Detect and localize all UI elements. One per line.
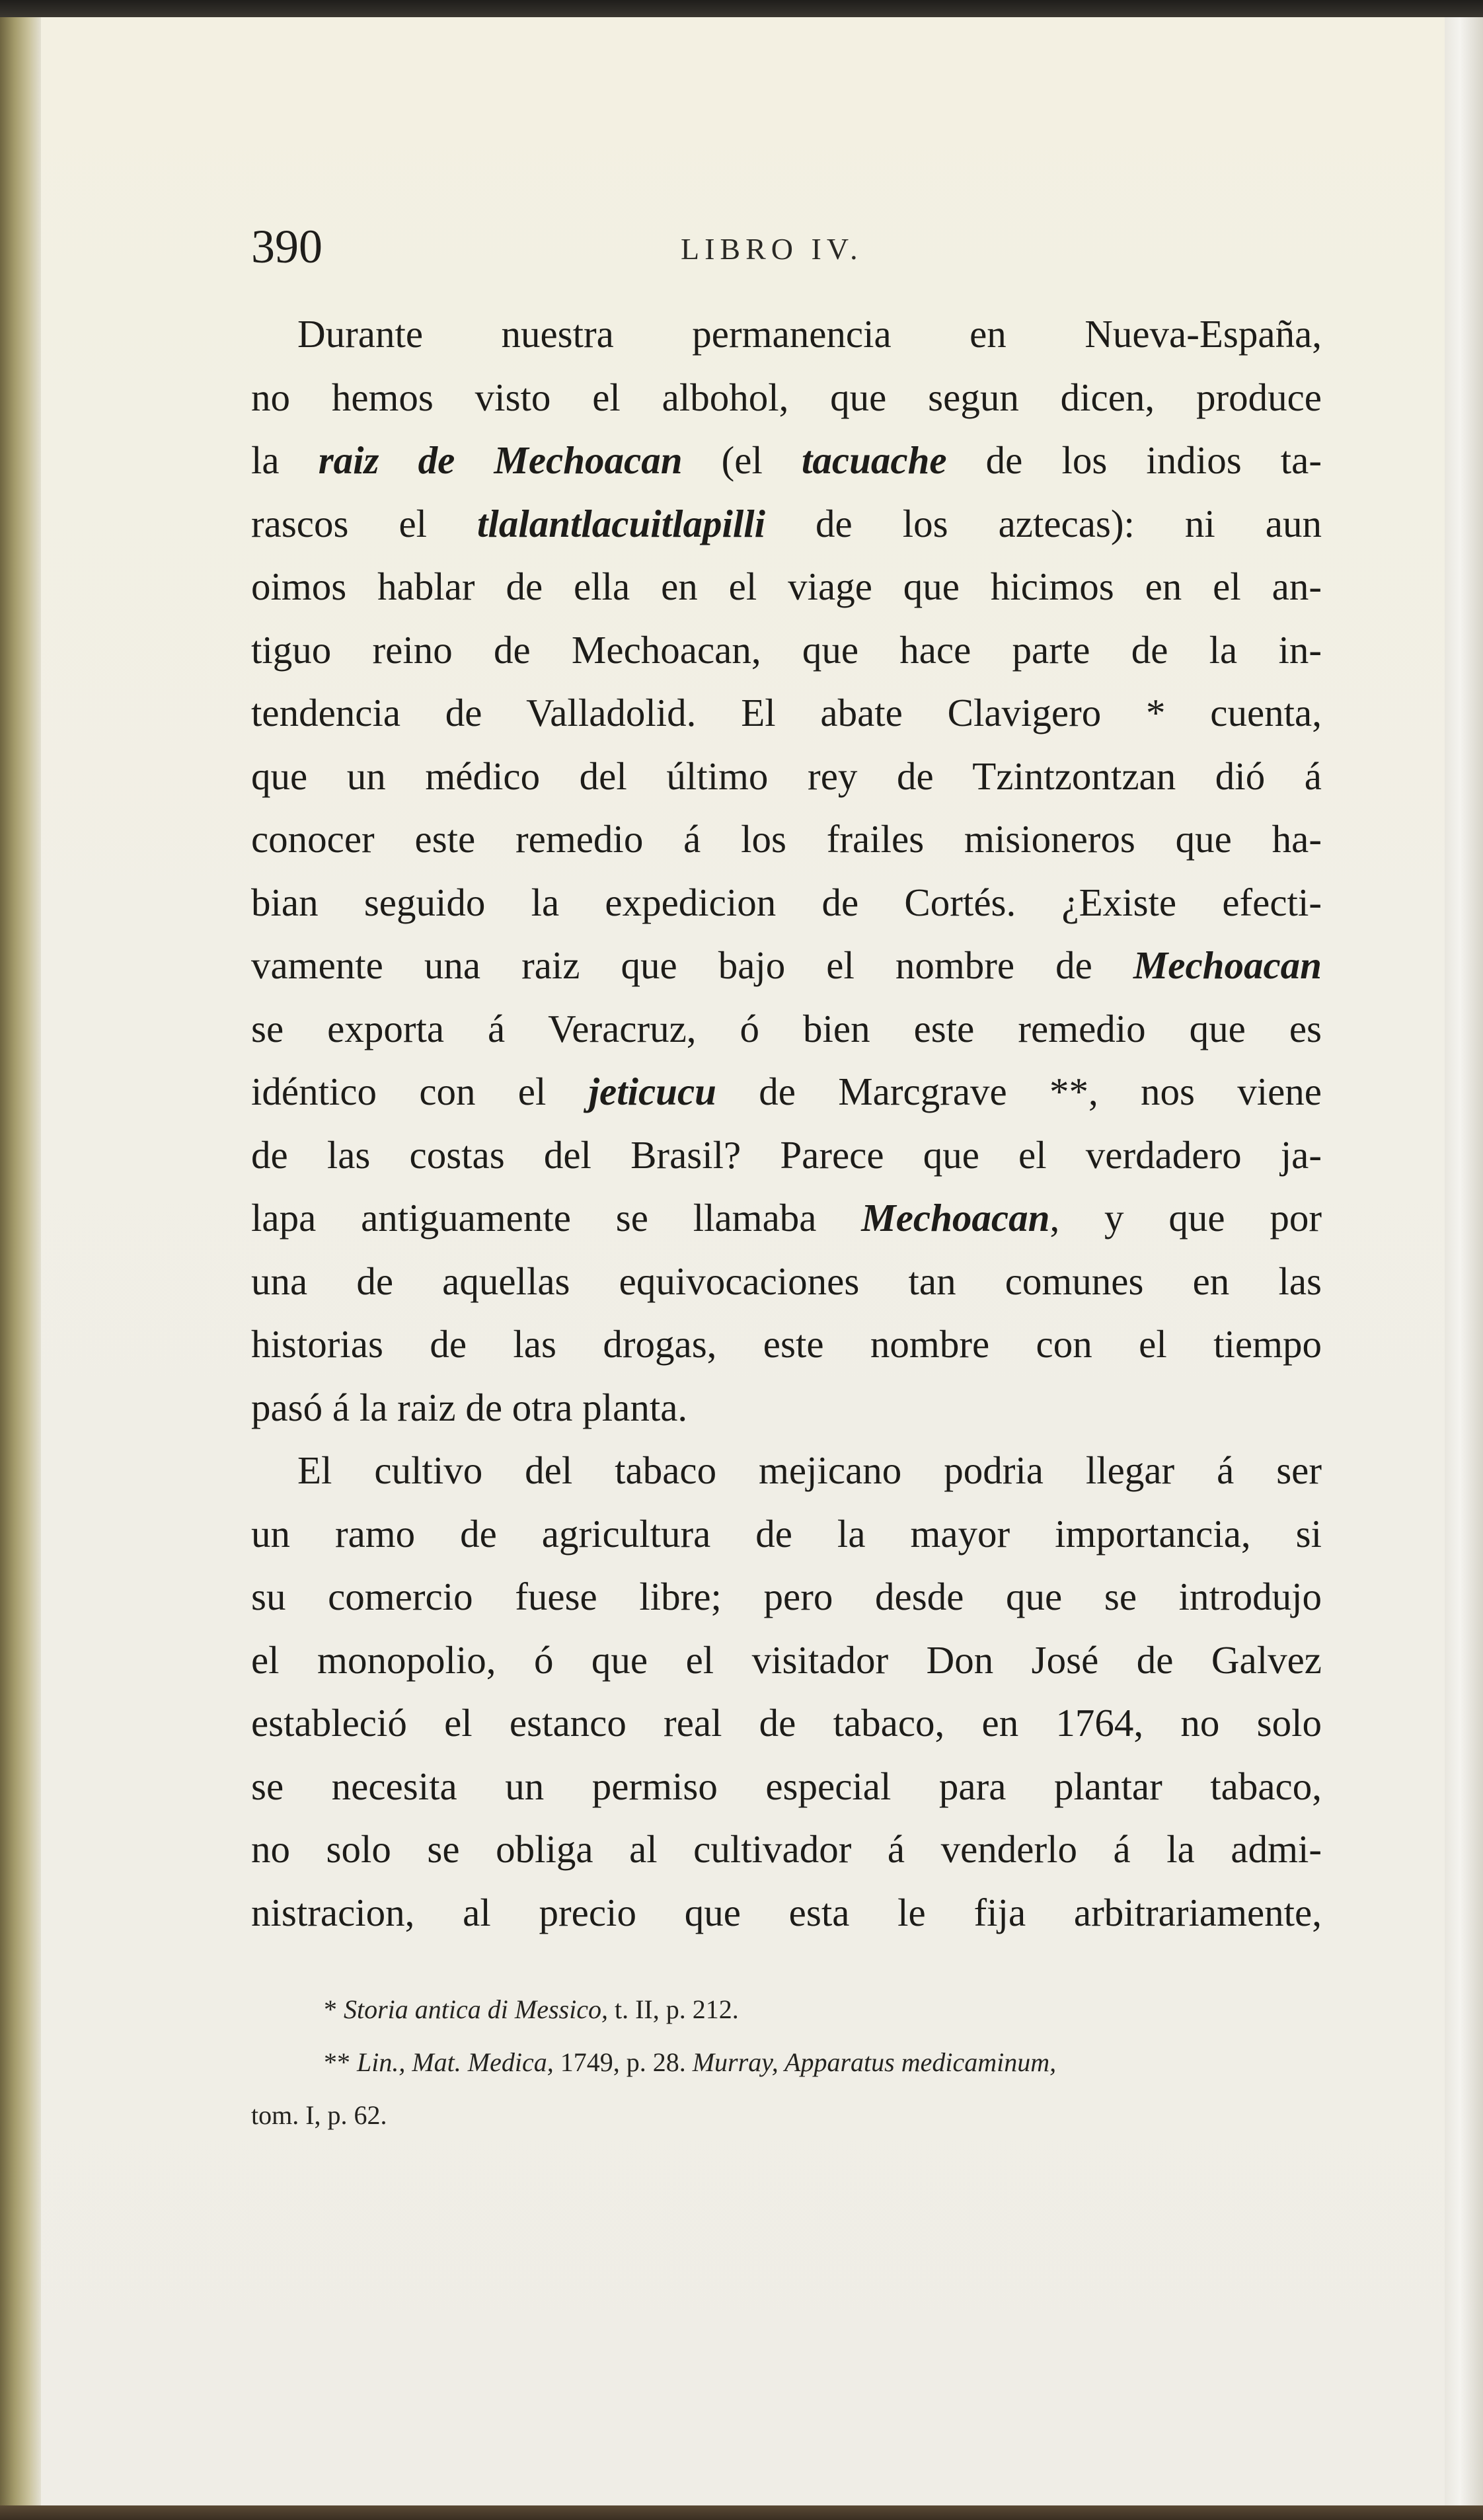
text-line: de las costas del Brasil? Parece que el verdadero ja-	[251, 1132, 1322, 1177]
book-binding-edge	[0, 17, 41, 2505]
footnote	[251, 2036, 1322, 2089]
italic-term: tlalantlacuitlapilli	[477, 501, 766, 545]
text-line: tendencia de Valladolid. El abate Clavigero * cuenta,	[251, 691, 1322, 734]
page-number: 390	[251, 220, 323, 273]
footnote-title: Lin., Mat. Medica,	[357, 2047, 554, 2077]
text-run: idéntico con el	[251, 1070, 589, 1113]
text-run: la	[251, 438, 319, 482]
text-line: un ramo de agricultura de la mayor importancia, si	[251, 1511, 1322, 1555]
italic-term: Mechoacan	[1133, 943, 1322, 987]
italic-term: jeticucu	[588, 1070, 716, 1113]
text-line: pasó á la raiz de otra planta.	[251, 1385, 688, 1429]
text-line	[251, 934, 1322, 998]
text-line: estableció el estanco real de tabaco, en 1764, no solo	[251, 1701, 1322, 1745]
text-line: bian seguido la expedicion de Cortés. ¿Existe efecti-	[251, 880, 1322, 924]
text-line	[251, 429, 1322, 492]
italic-term: raiz de Mechoacan	[318, 438, 683, 482]
text-line: oimos hablar de ella en el viage que hicimos en el an-	[251, 565, 1322, 608]
text-line: no hemos visto el albohol, que segun dicen, produce	[251, 375, 1322, 419]
text-line: conocer este remedio á los frailes misioneros que ha-	[251, 817, 1322, 861]
text-line	[251, 492, 1322, 556]
text-line	[251, 1187, 1322, 1250]
text-line: historias de las drogas, este nombre con el tiempo	[251, 1322, 1322, 1366]
text-run: , y que por	[1049, 1196, 1322, 1240]
footnote-title: Storia antica di Messico,	[344, 1994, 608, 2024]
text-line	[251, 1060, 1322, 1124]
text-line: se exporta á Veracruz, ó bien este remedio que es	[251, 1006, 1322, 1050]
text-run: rascos el	[251, 501, 478, 545]
page-right-edge	[1445, 17, 1483, 2505]
text-line: no solo se obliga al cultivador á venderlo á la admi-	[251, 1827, 1322, 1871]
footnote-text: t. II, p. 212.	[607, 1994, 739, 2024]
italic-term: Mechoacan	[861, 1196, 1050, 1240]
italic-term: tacuache	[801, 438, 947, 482]
footnotes	[251, 1983, 1322, 2142]
text-run: de los aztecas): ni aun	[765, 501, 1322, 545]
footnote	[251, 1983, 1322, 2036]
scan-top-border	[0, 0, 1483, 17]
footnote: tom. I, p. 62.	[251, 2100, 387, 2130]
text-run: (el	[682, 438, 802, 482]
scan-bottom-border	[0, 2505, 1483, 2520]
text-run: lapa antiguamente se llamaba	[251, 1196, 862, 1240]
text-run: de los indios ta-	[946, 438, 1322, 482]
text-run: de Marcgrave **, nos viene	[716, 1070, 1322, 1113]
running-head: LIBRO IV.	[681, 232, 863, 266]
footnote-text: 1749, p. 28.	[553, 2047, 693, 2077]
text-line: nistracion, al precio que esta le fija arbitrariamente,	[251, 1890, 1322, 1934]
body-text	[251, 303, 1322, 1944]
page-header	[251, 213, 1322, 292]
footnote-marker: **	[324, 2047, 357, 2077]
text-line: el monopolio, ó que el visitador Don José de Galvez	[251, 1637, 1322, 1682]
text-line: Durante nuestra permanencia en Nueva-España,	[297, 312, 1322, 356]
text-run: vamente una raiz que bajo el nombre de	[251, 943, 1133, 987]
text-line: El cultivo del tabaco mejicano podria llegar á ser	[297, 1448, 1322, 1492]
text-line: tiguo reino de Mechoacan, que hace parte de la in-	[251, 627, 1322, 672]
text-line: se necesita un permiso especial para plantar tabaco,	[251, 1764, 1322, 1808]
text-line: una de aquellas equivocaciones tan comunes en las	[251, 1259, 1322, 1303]
text-line: que un médico del último rey de Tzintzontzan dió á	[251, 754, 1322, 798]
footnote-marker: *	[324, 1994, 344, 2024]
footnote-title: Murray, Apparatus medicaminum,	[692, 2047, 1057, 2077]
text-line: su comercio fuese libre; pero desde que se introdujo	[251, 1575, 1322, 1618]
